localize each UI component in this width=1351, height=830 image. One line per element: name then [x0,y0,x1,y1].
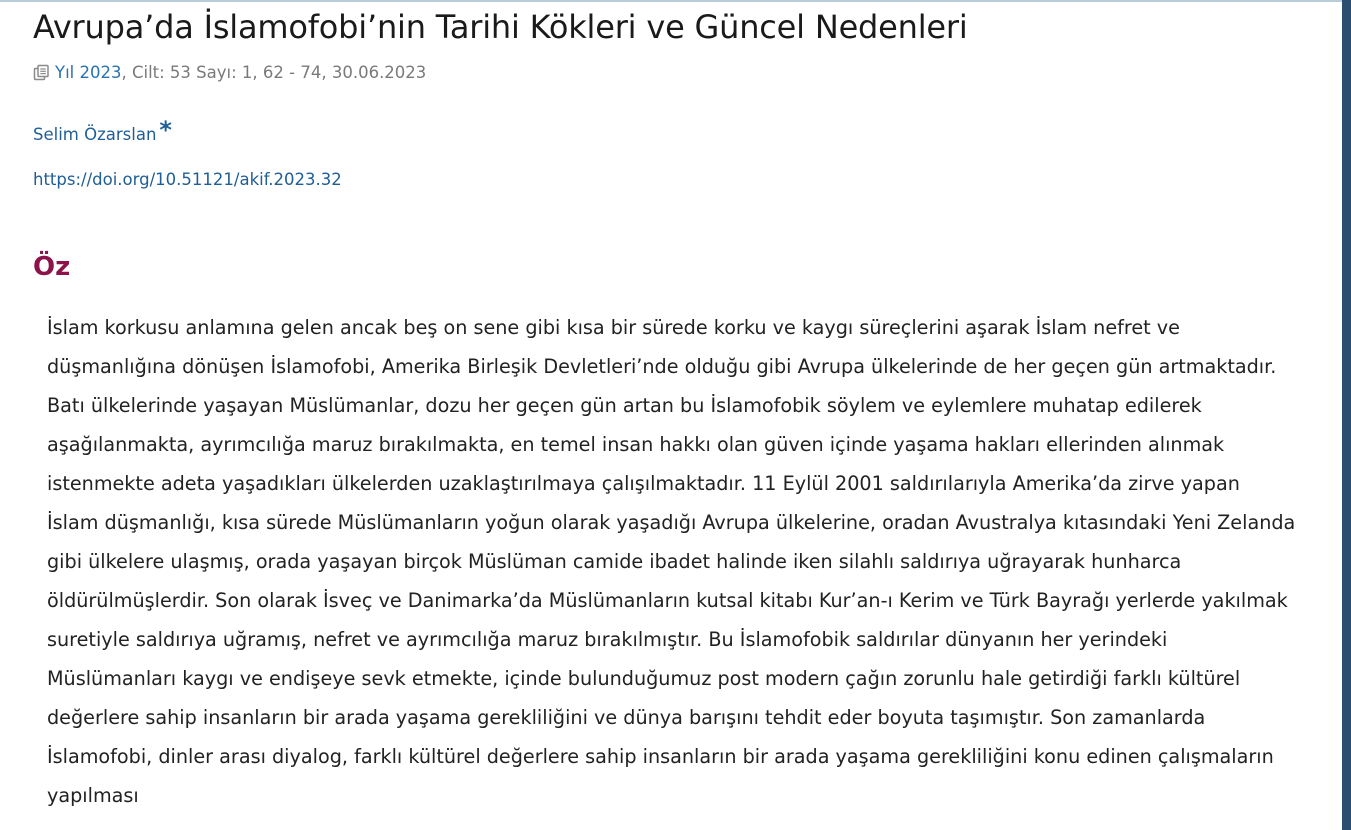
doi-link[interactable]: https://doi.org/10.51121/akif.2023.32 [33,170,342,189]
issue-year-link[interactable]: Yıl 2023 [55,63,122,82]
top-divider [0,0,1342,2]
abstract-body: İslam korkusu anlamına gelen ancak beş on sene gibi kısa bir sürede korku ve kaygı süreçlerini aşarak İslam nefret ve düşmanlığına dönüşen İslamofobi, Amerika Birleşik Devletleri’nde olduğu gibi Avrupa ülkelerinde de her geçen gün artmaktadır. Batı ülkelerinde yaşayan Müslümanlar, dozu her geçen gün artan bu İslamofobik söylem ve eylemlere muhatap edilerek aşağılanmakta, ayrımcılığa maruz bırakılmakta, en temel insan hakkı olan güven içinde yaşama hakları ellerinden alınmak istenmekte adeta yaşadıkları ülkelerden uzaklaştırılmaya çalışılmaktadır. 11 Eylül 2001 saldırılarıyla Amerika’da zirve yapan İslam düşmanlığı, kısa sürede Müslümanların yoğun olarak yaşadığı Avrupa ülkelerine, oradan Avustralya kıtasındaki Yeni Zelanda gibi ülkelere ulaşmış, orada yaşayan birçok Müslüman camide ibadet halinde iken silahlı saldırıya uğrayarak hunharca öldürülmüşlerdir. Son olarak İsveç ve Danimarka’da Müslümanların kutsal kitabı Kur’an-ı Kerim ve Türk Bayrağı yerlerde yakılmak suretiyle saldırıya uğramış, nefret ve ayrımcılığa maruz bırakılmıştır. Bu İslamofobik saldırılar dünyanın her yerindeki Müslümanları kaygı ve endişeye sevk etmekte, içinde bulunduğumuz post modern çağın zorunlu hale getirdiği farklı kültürel değerlere sahip insanların bir arada yaşama gerekliliğini ve dünya barışını tehdit eder boyuta taşımıştır. Son zamanlarda İslamofobi, dinler arası diyalog, farklı kültürel değerlere sahip insanların bir arada yaşama gerekliliğini konu edinen çalışmaların yapılması [47,316,1296,807]
copy-icon [33,64,51,82]
issue-meta [33,63,426,82]
abstract-heading: Öz [33,252,71,282]
page-title: Avrupa’da İslamofobi’nin Tarihi Kökleri ve Güncel Nedenleri [33,8,968,46]
right-edge-bar [1342,0,1351,830]
author-name-link[interactable]: Selim Özarslan [33,125,157,144]
issue-details: , Cilt: 53 Sayı: 1, 62 - 74, 30.06.2023 [121,63,427,82]
corresponding-author-marker: * [159,116,172,144]
author-line [33,118,172,146]
